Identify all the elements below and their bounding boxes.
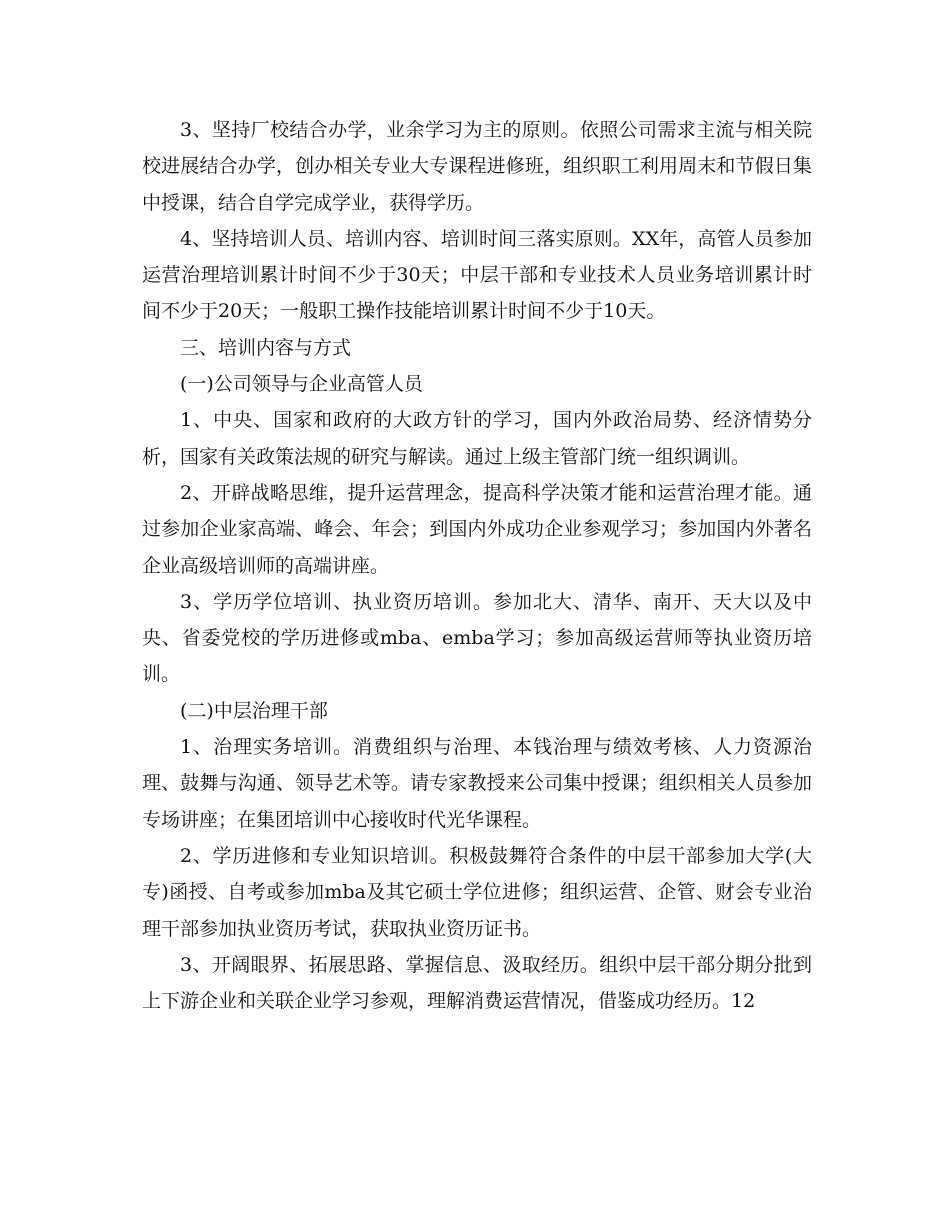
- subsection-heading-senior-management: (一)公司领导与企业高管人员: [180, 373, 423, 396]
- paragraph-senior-item-1: 1、中央、国家和政府的大政方针的学习，国内外政治局势、经济情势分析，国家有关政策法规的研究与解读。通过上级主管部门统一组织调训。: [142, 409, 812, 468]
- paragraph-middle-item-1: 1、治理实务培训。消费组织与治理、本钱治理与绩效考核、人力资源治理、鼓舞与沟通、领导艺术等。请专家教授来公司集中授课；组织相关人员参加专场讲座；在集团培训中心接收时代光华课程。: [142, 736, 812, 831]
- paragraph-principle-4: 4、坚持培训人员、培训内容、培训时间三落实原则。XX年，高管人员参加运营治理培训累计时间不少于30天；中层干部和专业技术人员业务培训累计时间不少于20天；一般职工操作技能培训累计时间不少于10天。: [142, 227, 812, 323]
- paragraph-middle-item-2: 2、学历进修和专业知识培训。积极鼓舞符合条件的中层干部参加大学(大专)函授、自考或参加mba及其它硕士学位进修；组织运营、企管、财会专业治理干部参加执业资历考试，获取执业资历证书。: [142, 844, 812, 940]
- paragraph-principle-3: 3、坚持厂校结合办学，业余学习为主的原则。依照公司需求主流与相关院校进展结合办学，创办相关专业大专课程进修班，组织职工利用周末和节假日集中授课，结合自学完成学业，获得学历。: [142, 119, 812, 214]
- paragraph-middle-item-3: 3、开阔眼界、拓展思路、掌握信息、汲取经历。组织中层干部分期分批到上下游企业和关联企业学习参观，理解消费运营情况，借鉴成功经历。12: [142, 953, 812, 1013]
- subsection-heading-middle-management: (二)中层治理干部: [180, 699, 328, 722]
- paragraph-senior-item-2: 2、开辟战略思维，提升运营理念，提高科学决策才能和运营治理才能。通过参加企业家高端、峰会、年会；到国内外成功企业参观学习；参加国内外著名企业高级培训师的高端讲座。: [142, 481, 812, 577]
- paragraph-senior-item-3: 3、学历学位培训、执业资历培训。参加北大、清华、南开、天大以及中央、省委党校的学历进修或mba、emba学习；参加高级运营师等执业资历培训。: [142, 590, 812, 686]
- document-body: [142, 112, 812, 1019]
- section-heading-training-content: 三、培训内容与方式: [180, 336, 352, 359]
